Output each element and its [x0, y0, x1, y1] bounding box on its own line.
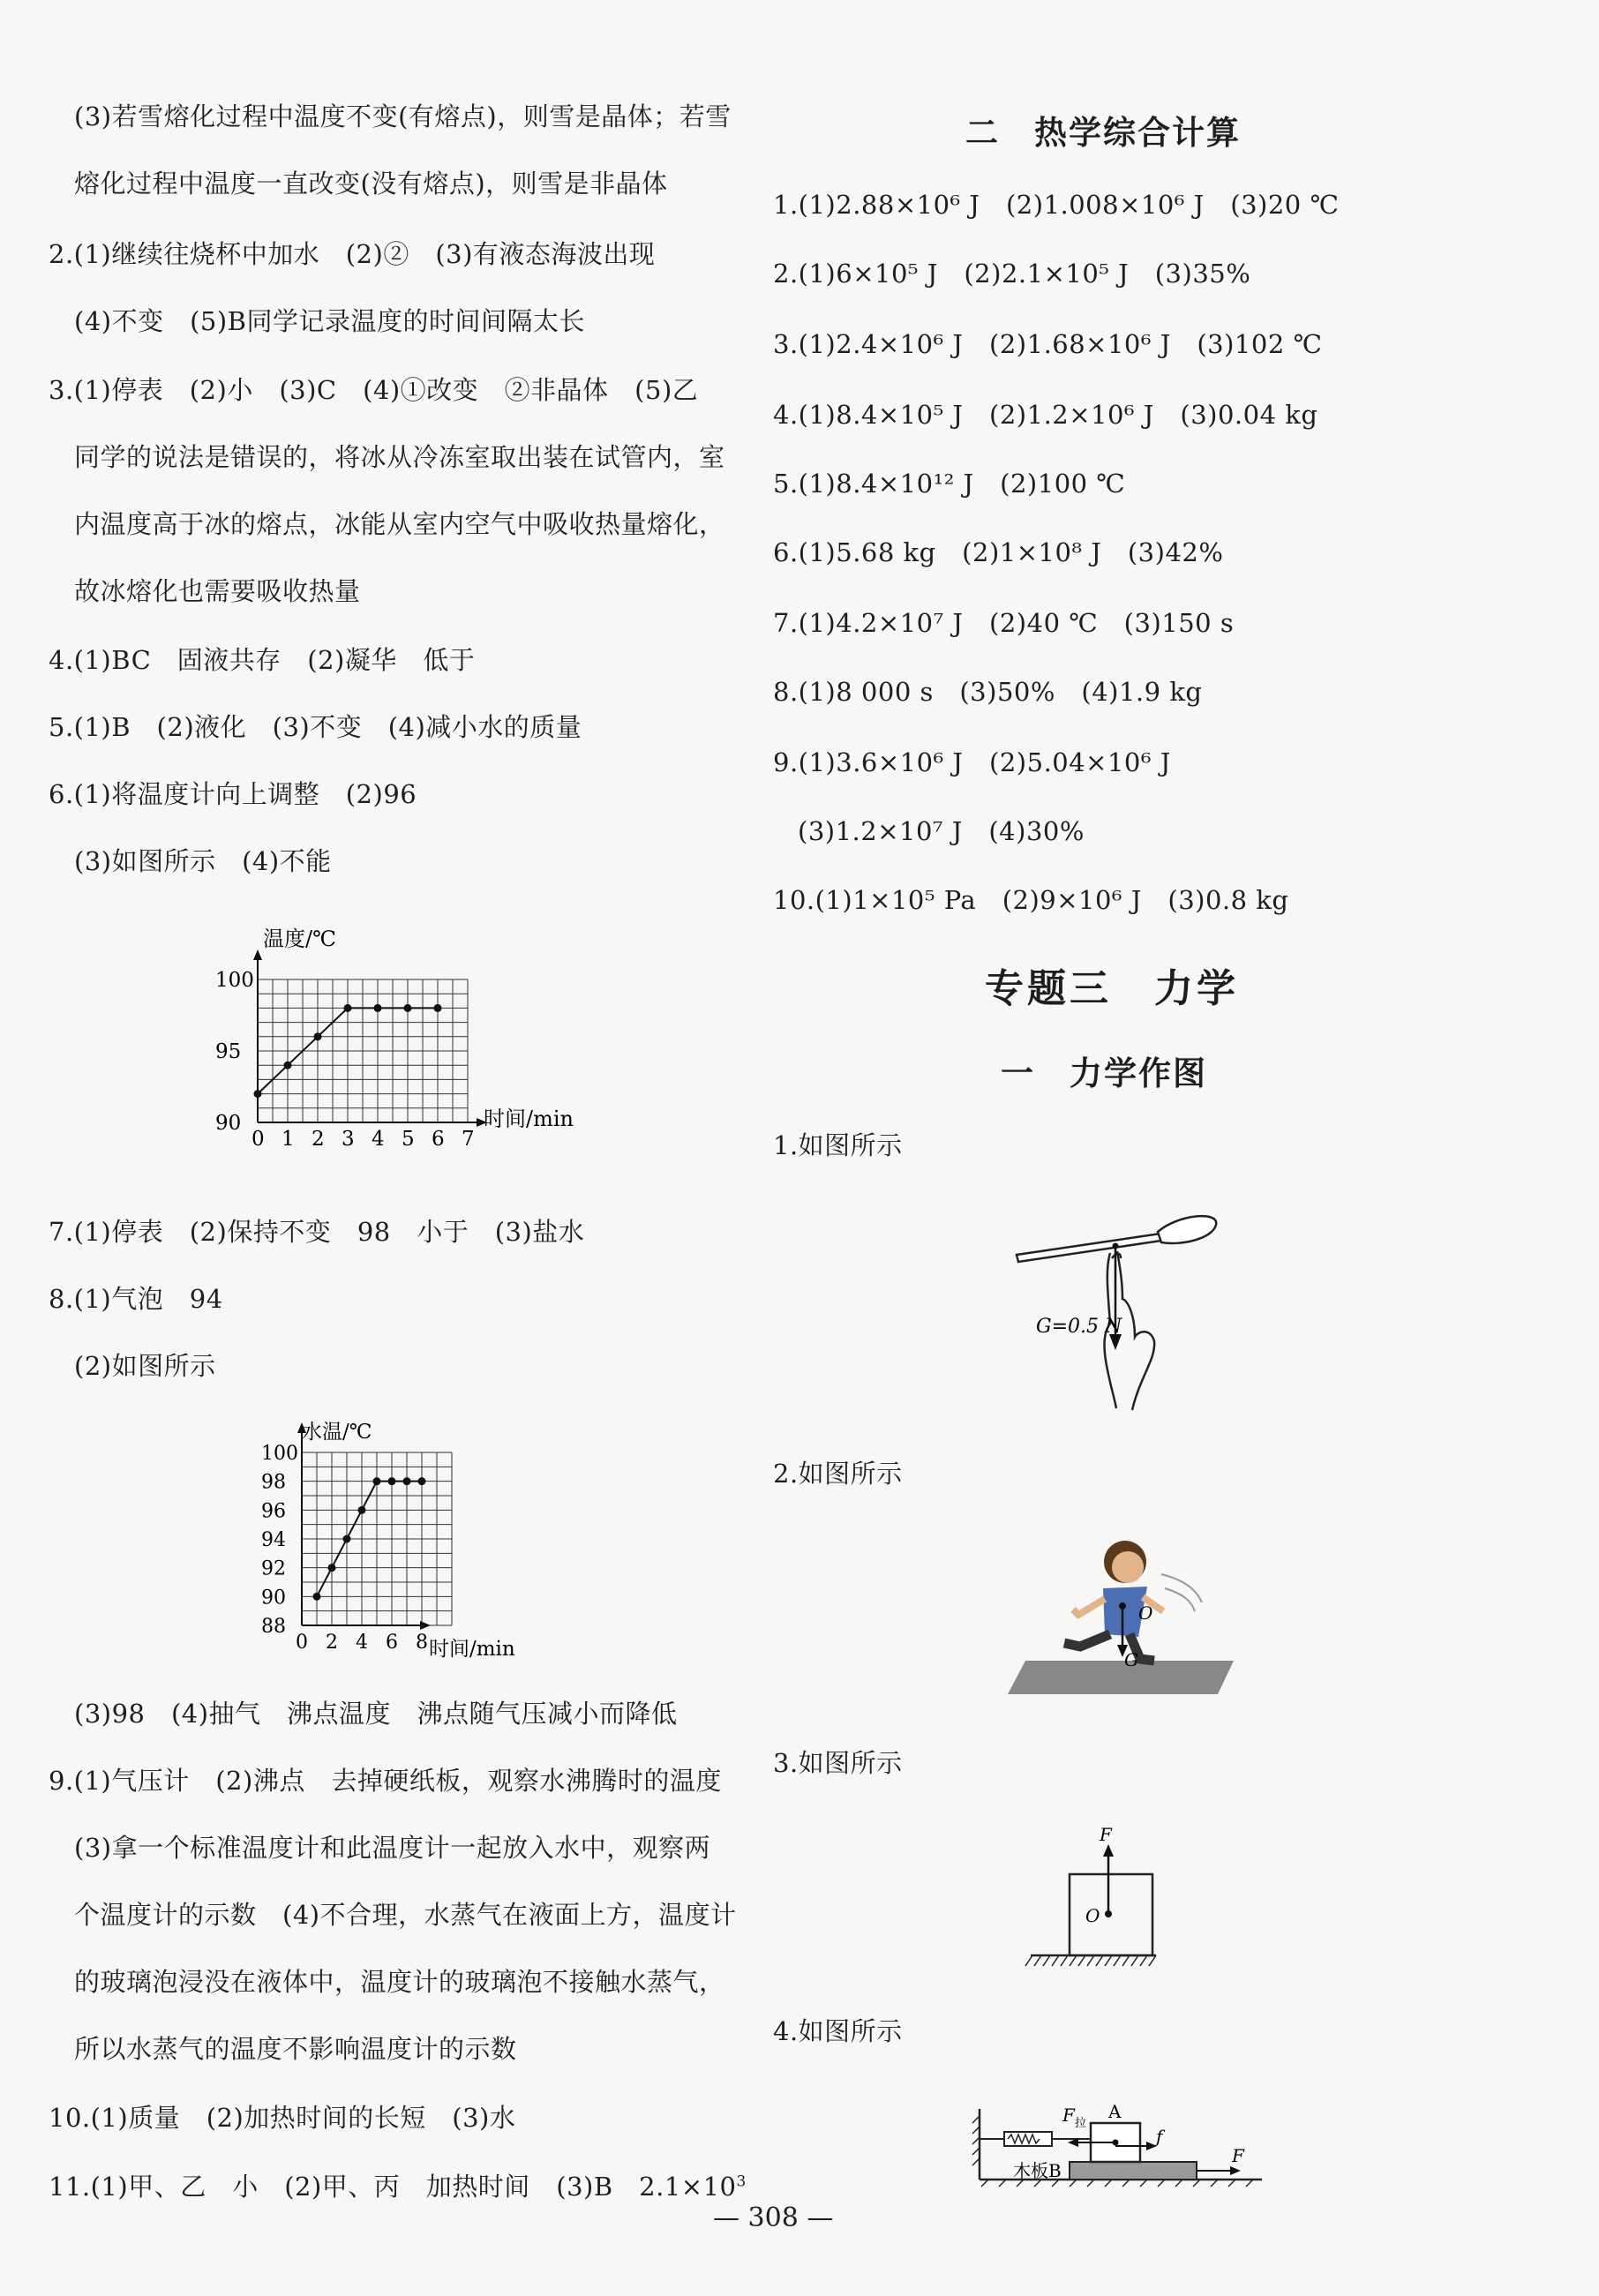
y-tick-label: 100 [215, 969, 254, 992]
x-tick-label: 5 [402, 1128, 415, 1151]
section-title: 二 热学综合计算 [965, 114, 1241, 152]
text-line: 10.(1)质量 (2)加热时间的长短 (3)水 [49, 2103, 516, 2133]
block-A-label: A [1108, 2101, 1122, 2122]
data-point [388, 1477, 396, 1485]
temperature-time-chart-1 [203, 918, 574, 1174]
x-tick-label: 0 [251, 1128, 265, 1151]
text-line: 9.(1)气压计 (2)沸点 去掉硬纸板，观察水沸腾时的温度 [49, 1766, 722, 1796]
page-number: — 308 — [713, 2202, 834, 2233]
y-tick-label: 96 [261, 1500, 286, 1523]
y-tick-label: 95 [215, 1040, 242, 1063]
x-tick-label: 6 [432, 1128, 445, 1151]
x-tick-label: 2 [312, 1128, 325, 1151]
answer-line: (3)1.2×10⁷ J (4)30% [798, 816, 1085, 846]
text-line: 故冰熔化也需要吸收热量 [74, 576, 361, 606]
text-line: (3)98 (4)抽气 沸点温度 沸点随气压减小而降低 [74, 1699, 678, 1729]
text-line: (3)如图所示 (4)不能 [74, 846, 332, 876]
text-line: 4.(1)BC 固液共存 (2)凝华 低于 [49, 645, 476, 675]
subsection-title: 一 力学作图 [1001, 1054, 1207, 1092]
x-tick-label: 4 [372, 1128, 385, 1151]
answer-line: 9.(1)3.6×10⁶ J (2)5.04×10⁶ J [773, 747, 1171, 777]
text-line: (3)拿一个标准温度计和此温度计一起放入水中，观察两 [74, 1833, 711, 1863]
data-point [328, 1564, 336, 1572]
x-tick-label: 3 [342, 1128, 355, 1151]
chart-grid [258, 979, 468, 1122]
text-line: 3.(1)停表 (2)小 (3)C (4)①改变 ②非晶体 (5)乙 [49, 375, 699, 405]
text-line: (3)若雪熔化过程中温度不变(有熔点)，则雪是晶体；若雪 [74, 101, 732, 131]
force-F-label: F [1232, 2145, 1244, 2166]
x-tick-label: 0 [296, 1632, 308, 1654]
x-tick-label: 7 [462, 1128, 475, 1151]
data-point [418, 1477, 426, 1485]
text-line: 熔化过程中温度一直改变(没有熔点)，则雪是非晶体 [74, 169, 668, 199]
text-line: (4)不变 (5)B同学记录温度的时间间隔太长 [74, 306, 585, 336]
data-point [343, 1535, 351, 1543]
y-tick-label: 90 [261, 1587, 286, 1609]
running-boy-figure [1006, 1535, 1235, 1694]
center-O-label: O [1138, 1602, 1153, 1624]
data-point [404, 1004, 412, 1012]
data-point [373, 1477, 381, 1485]
text-line: (2)如图所示 [74, 1351, 216, 1381]
chart-axes [253, 949, 487, 1127]
text-line: 内温度高于冰的熔点，冰能从室内空气中吸收热量熔化， [74, 509, 725, 539]
answer-line: 6.(1)5.68 kg (2)1×10⁸ J (3)42% [773, 537, 1224, 567]
center-O-label: O [1085, 1905, 1100, 1926]
x-tick-label: 6 [386, 1632, 398, 1654]
gravity-label: G=0.5 N [1036, 1316, 1122, 1338]
friction-setup-figure [971, 2091, 1271, 2188]
text-line: 个温度计的示数 (4)不合理，水蒸气在液面上方，温度计 [74, 1900, 737, 1930]
data-point [314, 1032, 322, 1040]
x-tick-label: 8 [416, 1632, 428, 1654]
water-temperature-time-chart-2 [256, 1410, 538, 1666]
chart-tick-labels [261, 1443, 428, 1654]
y-tick-label: 100 [261, 1443, 298, 1465]
force-F-label: F [1100, 1824, 1112, 1845]
x-axis-label: 时间/min [429, 1638, 515, 1661]
text-line [49, 2169, 747, 2204]
data-point [284, 1062, 292, 1069]
text-line: 2.(1)继续往烧杯中加水 (2)② (3)有液态海波出现 [49, 239, 656, 269]
topic-title: 专题三 力学 [985, 966, 1239, 1011]
y-axis-label: 水温/℃ [302, 1421, 372, 1444]
x-axis-arrow [420, 1621, 431, 1630]
y-tick-label: 88 [261, 1616, 286, 1638]
q11-text: 11.(1)甲、乙 小 (2)甲、丙 加热时间 (3)B 2.1×10 [49, 2172, 737, 2202]
data-point [374, 1004, 382, 1012]
y-axis-arrow [253, 949, 262, 960]
data-point [313, 1593, 321, 1601]
q11-exponent: 3 [736, 2172, 747, 2191]
data-point [358, 1506, 366, 1514]
answer-line: 8.(1)8 000 s (3)50% (4)1.9 kg [773, 677, 1203, 707]
y-tick-label: 94 [261, 1529, 286, 1551]
figure-caption: 3.如图所示 [773, 1748, 903, 1778]
block-force-figure [1024, 1823, 1165, 1973]
answer-line: 3.(1)2.4×10⁶ J (2)1.68×10⁶ J (3)102 ℃ [773, 329, 1323, 359]
data-point [254, 1090, 262, 1098]
gravity-G-label: G [1124, 1649, 1138, 1670]
figure-caption: 2.如图所示 [773, 1459, 903, 1489]
answer-line: 10.(1)1×10⁵ Pa (2)9×10⁶ J (3)0.8 kg [773, 885, 1289, 915]
text-line: 5.(1)B (2)液化 (3)不变 (4)减小水的质量 [49, 712, 582, 742]
figure-caption: 4.如图所示 [773, 2016, 903, 2046]
spoon-on-finger-figure [1006, 1209, 1235, 1412]
text-line: 6.(1)将温度计向上调整 (2)96 [49, 779, 417, 809]
answer-line: 7.(1)4.2×10⁷ J (2)40 ℃ (3)150 s [773, 608, 1235, 638]
text-line: 的玻璃泡浸没在液体中，温度计的玻璃泡不接触水蒸气， [74, 1967, 725, 1997]
pull-force-subscript: 拉 [1075, 2117, 1087, 2130]
x-axis-label: 时间/min [484, 1107, 574, 1131]
text-line: 7.(1)停表 (2)保持不变 98 小于 (3)盐水 [49, 1217, 585, 1247]
answer-line: 4.(1)8.4×10⁵ J (2)1.2×10⁶ J (3)0.04 kg [773, 400, 1318, 430]
text-line: 同学的说法是错误的，将冰从冷冻室取出装在试管内，室 [74, 442, 725, 472]
x-tick-label: 1 [282, 1128, 295, 1151]
answer-line: 5.(1)8.4×10¹² J (2)100 ℃ [773, 469, 1126, 499]
figure-caption: 1.如图所示 [773, 1130, 903, 1160]
answer-line: 2.(1)6×10⁵ J (2)2.1×10⁵ J (3)35% [773, 259, 1251, 289]
x-tick-label: 2 [326, 1632, 338, 1654]
answer-line: 1.(1)2.88×10⁶ J (2)1.008×10⁶ J (3)20 ℃ [773, 190, 1340, 220]
y-axis-label: 温度/℃ [263, 927, 336, 951]
y-tick-label: 98 [261, 1471, 286, 1494]
chart-tick-labels [215, 969, 475, 1151]
y-tick-label: 90 [215, 1112, 242, 1135]
data-point [434, 1004, 442, 1012]
friction-f-label: f [1156, 2126, 1163, 2147]
y-tick-label: 92 [261, 1557, 286, 1580]
text-line: 所以水蒸气的温度不影响温度计的示数 [74, 2034, 517, 2064]
data-point [403, 1477, 411, 1485]
text-line: 8.(1)气泡 94 [49, 1284, 223, 1314]
pull-force-label: F [1062, 2105, 1075, 2126]
board-B-label: 木板B [1013, 2160, 1062, 2181]
x-tick-label: 4 [356, 1632, 368, 1654]
data-point [344, 1004, 352, 1012]
